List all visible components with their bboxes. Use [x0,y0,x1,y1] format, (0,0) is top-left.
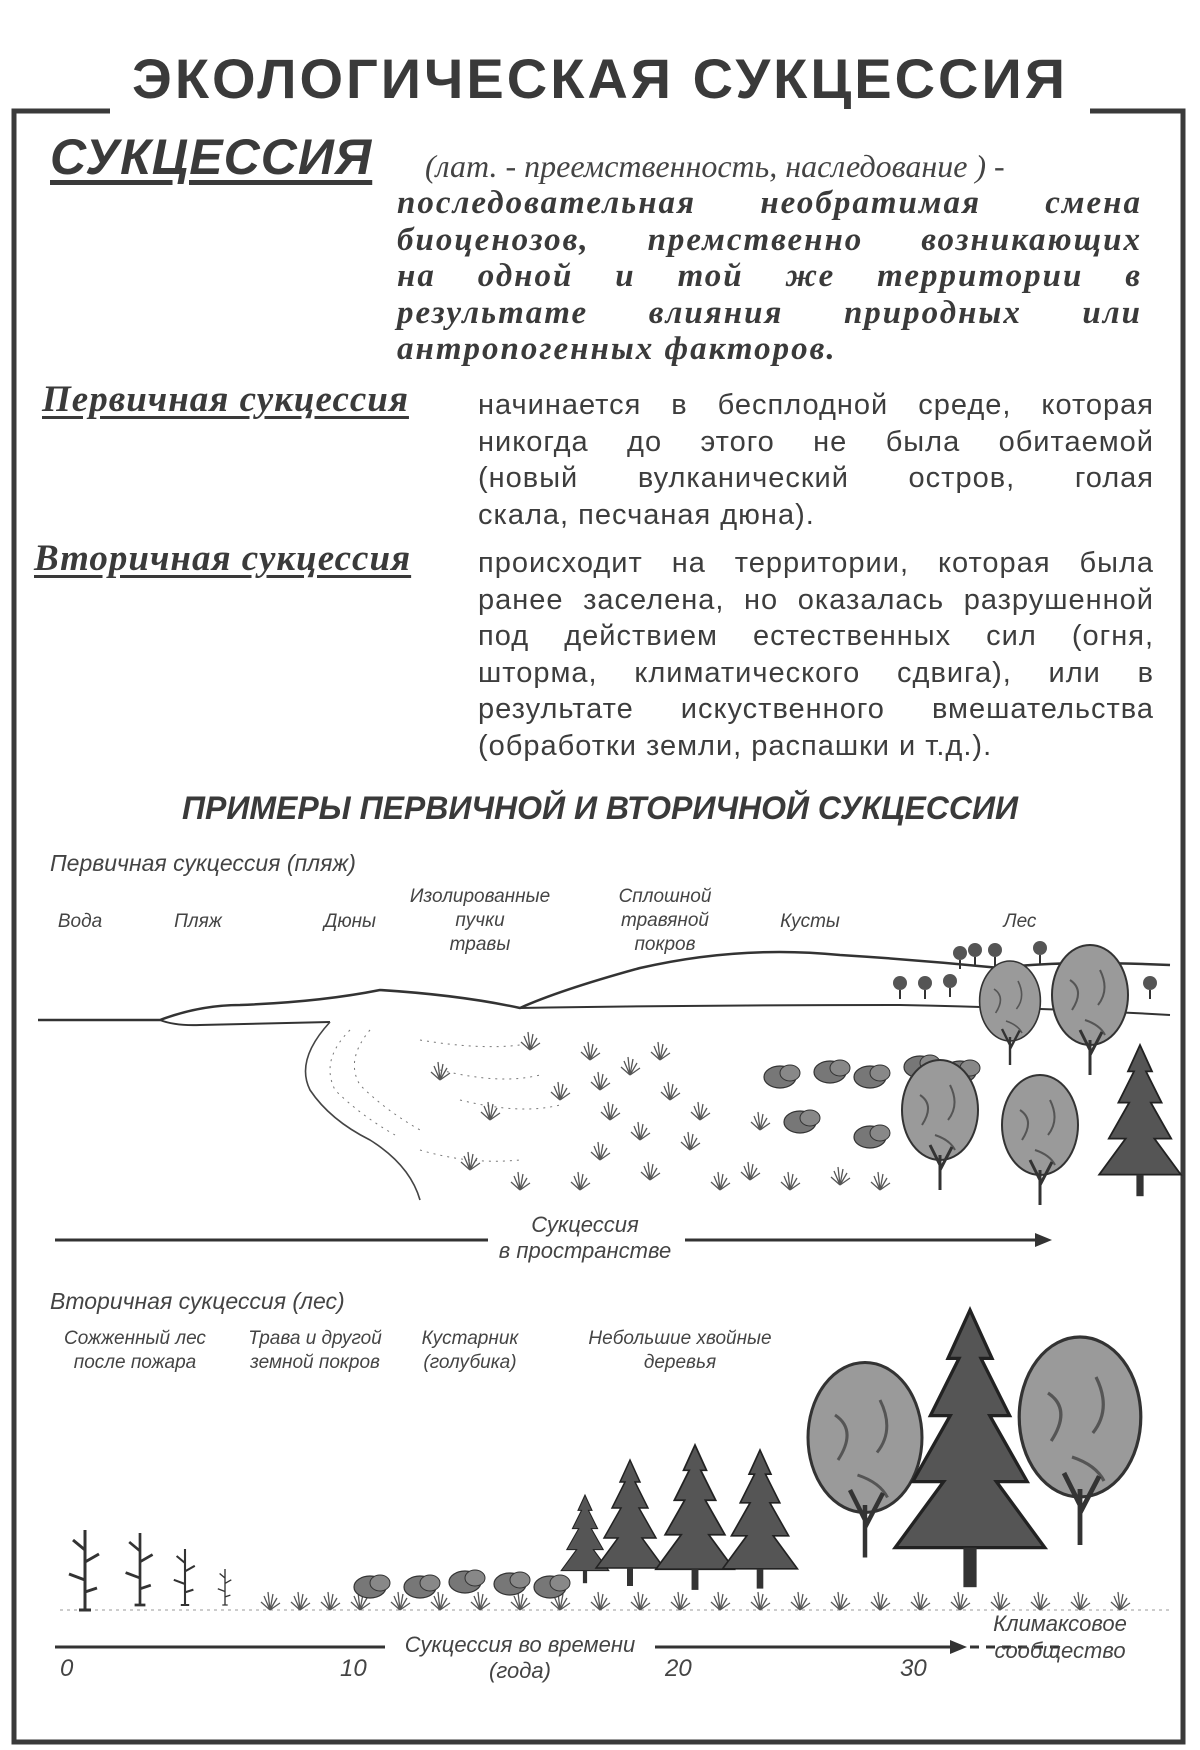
diagram-secondary-title: Вторичная сукцессия (лес) [50,1288,345,1314]
diagram-primary-title: Первичная сукцессия (пляж) [50,850,356,876]
definition-origin: (лат. - преемственность, наследование ) - [425,148,1005,184]
tick-0: 0 [60,1655,74,1682]
definition-line: на одной и той же территории в [397,258,1142,294]
space-axis-line: в пространстве [498,1238,672,1263]
stage-conifers-line: Небольшие хвойные [588,1328,772,1349]
stage-burned-line: Сожженный лес [64,1328,206,1349]
stage-grass-line: покров [634,934,696,955]
stage-dunes-label: Дюны [323,911,377,932]
stage-tufts-line: Изолированные [409,886,551,907]
examples-heading: ПРИМЕРЫ ПЕРВИЧНОЙ И ВТОРИЧНОЙ СУКЦЕССИИ [181,790,1019,826]
secondary-line: шторма, климатического сдвига), или в [478,656,1154,689]
secondary-line: ранее заселена, но оказалась разрушенной [478,583,1154,616]
tick-30: 30 [900,1655,927,1682]
time-axis-label [390,1632,650,1684]
primary-line: начинается в бесплодной среде, которая [478,389,1154,421]
stage-ground-line: Трава и другой [248,1328,382,1349]
stage-burned-line: после пожара [73,1352,197,1373]
stage-ground-line: земной покров [250,1352,380,1373]
climax-line: Климаксовое [993,1611,1127,1636]
definition-line: антропогенных факторов. [397,331,837,367]
page-title: ЭКОЛОГИЧЕСКАЯ СУКЦЕССИЯ [132,47,1068,110]
definition-line: последовательная необратимая смена [397,185,1142,221]
stage-water-label: Вода [57,911,103,932]
stage-grass-line: Сплошной [618,886,712,907]
definition-line: биоценозов, премственно возникающих [397,221,1142,258]
stage-beach-label: Пляж [174,911,222,932]
space-axis-label [480,1212,690,1264]
climax-line: сообщество [994,1638,1126,1663]
time-axis-line: (года) [489,1658,551,1683]
primary-succession-label: Первичная сукцессия [42,379,409,420]
stage-tufts-line: травы [449,934,511,955]
primary-line: скала, песчаная дюна). [478,498,815,531]
secondary-line: под действием естественных сил (огня, [478,620,1154,652]
secondary-line: происходит на территории, которая была [478,547,1154,579]
stage-shrub-line: Кустарник [421,1328,519,1349]
stage-conifers-line: деревья [643,1352,717,1373]
secondary-line: (обработки земли, распашки и т.д.). [478,729,993,762]
stage-grass-line: травяной [621,910,709,931]
stage-tufts-line: пучки [455,910,505,931]
secondary-succession-label: Вторичная сукцессия [34,538,412,579]
stage-shrub-line: (голубика) [423,1352,517,1373]
space-axis-line: Сукцессия [531,1212,639,1237]
primary-line: (новый вулканический остров, голая [478,462,1154,494]
primary-line: никогда до этого не была обитаемой [478,425,1154,458]
definition-line: результате влияния природных или [397,294,1142,331]
secondary-line: результате искуственного вмешательства [478,693,1154,725]
stage-forest-label: Лес [1003,911,1037,932]
climax-community-label [975,1610,1145,1664]
tick-10: 10 [340,1655,367,1682]
time-axis-line: Сукцессия во времени [404,1632,636,1657]
stage-shrubs-label: Кусты [780,911,840,932]
definition-term: СУКЦЕССИЯ [50,129,373,185]
tick-20: 20 [665,1655,692,1682]
